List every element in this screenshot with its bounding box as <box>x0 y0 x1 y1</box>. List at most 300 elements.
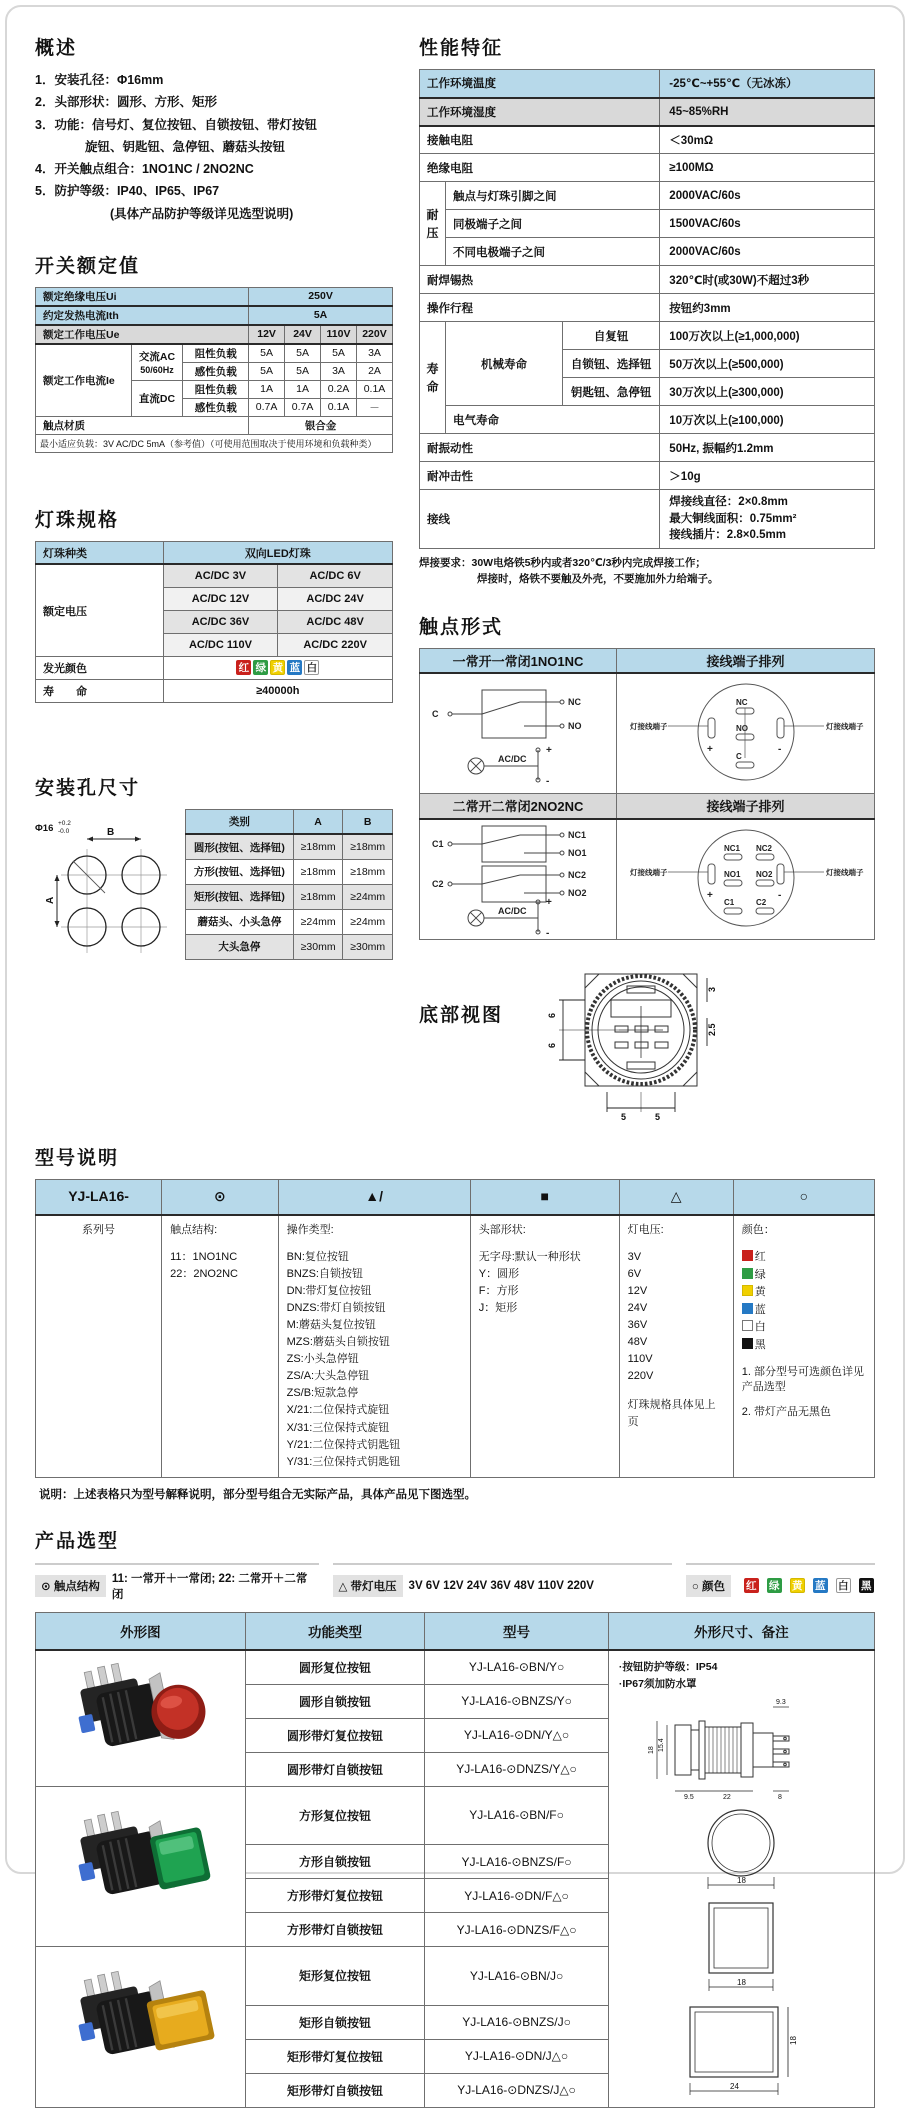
contact-form-table-host <box>419 648 875 940</box>
svg-text:-: - <box>546 776 550 788</box>
svg-text:5: 5 <box>655 1111 661 1122</box>
table-cell: YJ-LA16-⊙DNZS/F△○ <box>425 1913 609 1947</box>
svg-text:NC2: NC2 <box>568 869 587 880</box>
product-photo-cell <box>36 1650 246 1786</box>
svg-text:+0.2: +0.2 <box>58 819 71 827</box>
table-cell: 阻性负载 <box>183 344 249 363</box>
table-cell: 1A <box>285 380 321 398</box>
svg-text:-: - <box>777 889 781 901</box>
table-cell: 矩形带灯自锁按钮 <box>245 2073 424 2107</box>
table-cell: 电气寿命 <box>445 406 659 434</box>
table-cell: AC/DC 6V <box>278 564 393 587</box>
table-cell: 交流AC 50/60Hz <box>131 344 183 381</box>
led-spec-section <box>35 505 393 703</box>
table-cell: 额定工作电流Ie <box>36 344 132 417</box>
led-color-chip: 蓝 <box>287 660 302 675</box>
table-cell: 220V <box>356 325 392 344</box>
color-legend-line: 蓝 <box>742 1302 866 1320</box>
table-cell: YJ-LA16-⊙BNZS/Y○ <box>425 1684 609 1718</box>
switch-rating-title: 开关额定值 <box>35 255 141 277</box>
model-title: 型号说明 <box>35 1147 120 1169</box>
led-color-chip: 白 <box>304 660 319 675</box>
table-cell: 320℃时(或30W)不超过3秒 <box>660 266 875 294</box>
legend-segment <box>35 1563 319 1602</box>
svg-text:22: 22 <box>723 1793 732 1801</box>
svg-text:NO: NO <box>568 721 582 732</box>
svg-text:B: B <box>107 826 115 838</box>
round-button-photo <box>65 1661 215 1773</box>
overview-line: 2．头部形状：圆形、方形、矩形 <box>35 95 217 110</box>
dimension-drawings <box>619 1697 864 2099</box>
svg-text:9.5: 9.5 <box>684 1793 695 1801</box>
table-cell: 绝缘电阻 <box>420 154 660 182</box>
color-legend-line: 红 <box>742 1249 866 1267</box>
rect-head-dimension <box>676 1999 806 2099</box>
table-cell: 机械寿命 <box>445 322 562 406</box>
table-cell: 自锁钮、选择钮 <box>562 350 659 378</box>
table-cell: 耐振动性 <box>420 434 660 462</box>
table-cell: 蘑菇头、小头急停 <box>186 909 294 934</box>
legend-label: △ 带灯电压 <box>333 1575 403 1597</box>
dimension-notes-cell <box>608 1650 874 2107</box>
svg-text:8: 8 <box>778 1793 783 1801</box>
table-cell: 矩形(按钮、选择钮) <box>186 884 294 909</box>
table-cell: － <box>356 398 392 416</box>
table-cell: ＞10g <box>660 462 875 490</box>
svg-text:C2: C2 <box>755 897 766 907</box>
table-cell: YJ-LA16-⊙DN/J△○ <box>425 2039 609 2073</box>
svg-text:灯接线端子: 灯接线端子 <box>825 867 863 877</box>
legend-color-chip: 黄 <box>790 1578 805 1593</box>
table-cell: 110V <box>321 325 357 344</box>
table-cell: 方形自锁按钮 <box>245 1845 424 1879</box>
table-cell: 寿 命 <box>420 322 446 434</box>
mounting-hole-diagram <box>35 809 177 961</box>
top-two-columns <box>35 33 875 1129</box>
led-spec-table <box>35 541 393 703</box>
table-cell: 5A <box>249 344 285 363</box>
table-cell: 自复钮 <box>562 322 659 350</box>
table-cell: 5A <box>249 306 393 325</box>
table-cell: 发光颜色 <box>36 656 164 679</box>
table-cell: 灯电压: 3V 6V 12V 24V 36V 48V 110V 220V 灯珠规格具体见上页 <box>619 1215 733 1477</box>
table-cell: 0.2A <box>321 380 357 398</box>
color-legend-line: 白 <box>742 1319 866 1337</box>
table-cell: B <box>343 809 393 834</box>
svg-text:NO: NO <box>735 724 748 734</box>
svg-text:18: 18 <box>737 1875 747 1885</box>
table-cell: 接线 <box>420 490 660 549</box>
legend-text: 3V 6V 12V 24V 36V 48V 110V 220V <box>408 1579 594 1592</box>
rect-button-photo <box>65 1969 215 2081</box>
table-cell: 方形复位按钮 <box>245 1786 424 1845</box>
table-cell: 矩形自锁按钮 <box>245 2005 424 2039</box>
contact-form-title: 触点形式 <box>419 616 504 638</box>
table-cell: 2A <box>356 362 392 380</box>
table-cell: 触点结构: 11：1NO1NC 22：2NO2NC <box>162 1215 279 1477</box>
table-cell: ≥24mm <box>293 909 343 934</box>
overview-line: 5．防护等级：IP40、IP65、IP67 <box>35 184 220 199</box>
side-dimension-drawing <box>641 1697 841 1801</box>
svg-text:NO2: NO2 <box>755 869 772 879</box>
table-cell: YJ-LA16-⊙DNZS/J△○ <box>425 2073 609 2107</box>
table-cell: 灯珠种类 <box>36 541 164 564</box>
rating-note: 最小适应负载：3V AC/DC 5mA（参考值）（可使用范围取决于使用环境和负载种类） <box>35 435 393 453</box>
square-button-photo <box>65 1809 215 1921</box>
table-cell: 250V <box>249 287 393 306</box>
table-cell: ■ <box>470 1179 619 1215</box>
terminal-arrangement-diagram <box>628 820 864 936</box>
performance-table <box>419 69 875 549</box>
table-cell: 钥匙钮、急停钮 <box>562 378 659 406</box>
table-cell: YJ-LA16-⊙BNZS/F○ <box>425 1845 609 1879</box>
table-cell: AC/DC 110V <box>163 633 278 656</box>
overview-line: 4．开关触点组合：1NO1NC / 2NO2NC <box>35 162 254 176</box>
overview-section <box>35 33 393 225</box>
svg-text:灯接线端子: 灯接线端子 <box>629 867 667 877</box>
mounting-table-host <box>185 809 393 960</box>
right-column <box>419 33 875 1129</box>
table-cell: 一常开一常闭1NO1NC <box>420 648 617 673</box>
table-cell: 额定绝缘电压Ui <box>36 287 249 306</box>
led-color-chip: 红 <box>236 660 251 675</box>
table-cell: 大头急停 <box>186 934 294 959</box>
table-cell: 3A <box>321 362 357 380</box>
table-cell: YJ-LA16- <box>36 1179 162 1215</box>
mounting-title: 安装孔尺寸 <box>35 777 141 799</box>
table-cell: ≥40000h <box>163 679 392 702</box>
table-cell: 50Hz, 振幅约1.2mm <box>660 434 875 462</box>
svg-text:18: 18 <box>737 1977 747 1987</box>
switch-rating-section <box>35 251 393 453</box>
table-cell: AC/DC 24V <box>278 587 393 610</box>
svg-text:NO1: NO1 <box>568 847 587 858</box>
table-cell: 0.1A <box>321 398 357 416</box>
table-cell: 外形尺寸、备注 <box>608 1612 874 1650</box>
table-cell: 0.7A <box>285 398 321 416</box>
table-cell: 圆形带灯复位按钮 <box>245 1718 424 1752</box>
datasheet-page <box>5 5 905 2098</box>
product-photo-cell <box>36 1786 246 1947</box>
selection-legend <box>35 1563 875 1602</box>
svg-text:+: + <box>546 896 552 908</box>
table-cell: 额定电压 <box>36 564 164 656</box>
table-cell: AC/DC 36V <box>163 610 278 633</box>
color-legend-line: 绿 <box>742 1267 866 1285</box>
product-table-host <box>35 1612 875 2108</box>
solder-note <box>419 556 875 588</box>
overview-line: 3．功能：信号灯、复位按钮、自锁按钮、带灯按钮 <box>35 117 317 132</box>
table-cell: ○ <box>733 1179 874 1215</box>
svg-text:NC: NC <box>735 698 748 708</box>
svg-text:15.4: 15.4 <box>658 1738 666 1752</box>
table-cell: 方形(按钮、选择钮) <box>186 859 294 884</box>
table-cell: YJ-LA16-⊙BNZS/J○ <box>425 2005 609 2039</box>
table-cell: ⊙ <box>162 1179 279 1215</box>
table-cell: ≥18mm <box>293 884 343 909</box>
table-cell: 直流DC <box>131 380 183 416</box>
table-cell: 1500VAC/60s <box>660 210 875 238</box>
table-cell <box>420 673 617 794</box>
overview-line: (具体产品防护等级详见选型说明) <box>35 206 294 221</box>
svg-text:灯接线端子: 灯接线端子 <box>825 722 863 732</box>
svg-text:NC: NC <box>568 697 581 708</box>
table-cell: YJ-LA16-⊙BN/Y○ <box>425 1650 609 1684</box>
table-cell: 接触电阻 <box>420 126 660 154</box>
table-cell: 矩形复位按钮 <box>245 1947 424 2006</box>
table-cell: ▲/ <box>278 1179 470 1215</box>
selection-section <box>35 1526 875 2108</box>
table-cell: 触点材质 <box>36 416 249 434</box>
table-cell: 操作类型: BN:复位按钮 BNZS:自锁按钮 DN:带灯复位按钮 DNZS:带灯自锁按钮 M:蘑菇头复位按钮 MZS:蘑菇头自锁按钮 ZS:小头急停钮 ZS/A:大头急停钮 ZS/B:短款急停 X/21:二位保持式旋钮 X/31:三位保持式旋钮 Y/21:二位保持式钥匙钮 Y/31:三位保持式钥匙钮 <box>278 1215 470 1477</box>
product-row <box>36 1650 875 1684</box>
table-cell: 同极端子之间 <box>445 210 659 238</box>
svg-text:6: 6 <box>547 1012 558 1018</box>
table-cell: 工作环境湿度 <box>420 98 660 126</box>
table-cell: 二常开二常闭2NO2NC <box>420 794 617 819</box>
table-cell: 额定工作电压Ue <box>36 325 249 344</box>
table-cell: 类别 <box>186 809 294 834</box>
table-cell <box>617 673 875 794</box>
table-cell: 头部形状: 无字母:默认一种形状 Y：圆形 F：方形 J：矩形 <box>470 1215 619 1477</box>
table-cell: 感性负载 <box>183 362 249 380</box>
table-cell: 0.7A <box>249 398 285 416</box>
bottom-view-section <box>419 966 875 1129</box>
circuit-diagram <box>420 680 616 788</box>
table-cell: 圆形(按钮、选择钮) <box>186 834 294 859</box>
circuit-diagram <box>420 820 616 939</box>
led-color-chip: 绿 <box>253 660 268 675</box>
table-cell: 系列号 <box>36 1215 162 1477</box>
table-cell: 焊接线直径：2×0.8mm 最大铜线面积：0.75mm² 接线插片：2.8×0.5mm <box>660 490 875 549</box>
table-cell: 矩形带灯复位按钮 <box>245 2039 424 2073</box>
svg-text:+: + <box>546 745 552 757</box>
table-cell: 银合金 <box>249 416 393 434</box>
table-cell: 5A <box>285 362 321 380</box>
table-cell: 10万次以上(≥100,000) <box>660 406 875 434</box>
table-cell: ≥18mm <box>343 859 393 884</box>
svg-text:C: C <box>432 709 439 720</box>
svg-text:2.5: 2.5 <box>707 1023 718 1036</box>
table-cell: 5A <box>249 362 285 380</box>
mounting-table <box>185 809 393 960</box>
table-cell: 50万次以上(≥500,000) <box>660 350 875 378</box>
product-photo-cell <box>36 1947 246 2108</box>
svg-text:NC2: NC2 <box>755 843 772 853</box>
table-cell: YJ-LA16-⊙BN/J○ <box>425 1947 609 2006</box>
model-section <box>35 1143 875 1502</box>
svg-text:Φ16: Φ16 <box>35 822 54 834</box>
table-cell: 工作环境温度 <box>420 70 660 98</box>
table-cell: 操作行程 <box>420 294 660 322</box>
table-cell: 5A <box>285 344 321 363</box>
table-cell: 2000VAC/60s <box>660 182 875 210</box>
mounting-hole-diagram-host <box>35 809 177 966</box>
table-cell: 3A <box>356 344 392 363</box>
legend-color-chip: 红 <box>744 1578 759 1593</box>
bottom-view-drawing <box>529 966 739 1124</box>
table-cell: 圆形复位按钮 <box>245 1650 424 1684</box>
legend-color-chip: 黑 <box>859 1578 874 1593</box>
table-cell: 感性负载 <box>183 398 249 416</box>
table-cell: A <box>293 809 343 834</box>
table-cell: 0.1A <box>356 380 392 398</box>
svg-text:AC/DC: AC/DC <box>498 754 527 765</box>
table-cell: YJ-LA16-⊙DNZS/Y△○ <box>425 1752 609 1786</box>
bottom-view-title: 底部视图 <box>419 1004 504 1026</box>
svg-text:5: 5 <box>621 1111 627 1122</box>
bottom-view-drawing-host <box>529 966 739 1129</box>
solder-note-line1: 焊接要求：30W电烙铁5秒内或者320℃/3秒内完成焊接工作； <box>419 557 706 570</box>
table-cell: 颜色： 红 绿 黄 蓝 白 黑 1. 部分型号可选颜色详见产品选型 2. 带灯产品无黑色 <box>733 1215 874 1477</box>
legend-color-chip: 白 <box>836 1578 851 1593</box>
square-head-dimension <box>686 1897 796 1997</box>
table-cell: ≥30mm <box>293 934 343 959</box>
svg-text:NC1: NC1 <box>568 829 587 840</box>
led-color-chip: 黄 <box>270 660 285 675</box>
table-cell <box>163 656 392 679</box>
table-cell: 耐焊锡热 <box>420 266 660 294</box>
table-cell: ≥18mm <box>343 834 393 859</box>
color-legend-line: 黄 <box>742 1284 866 1302</box>
svg-text:3: 3 <box>707 986 718 992</box>
table-cell: 圆形带灯自锁按钮 <box>245 1752 424 1786</box>
table-cell: 1A <box>249 380 285 398</box>
table-cell: 外形图 <box>36 1612 246 1650</box>
table-cell: 圆形自锁按钮 <box>245 1684 424 1718</box>
table-cell: 45~85%RH <box>660 98 875 126</box>
table-cell: 不同电极端子之间 <box>445 238 659 266</box>
table-cell: AC/DC 3V <box>163 564 278 587</box>
overview-line: 1．安装孔径：Φ16mm <box>35 73 164 87</box>
left-column <box>35 33 393 1129</box>
contact-form-table <box>419 648 875 940</box>
table-cell: 2000VAC/60s <box>660 238 875 266</box>
table-cell: AC/DC 12V <box>163 587 278 610</box>
table-cell: 接线端子排列 <box>617 648 875 673</box>
mounting-content <box>35 809 393 966</box>
terminal-arrangement-diagram <box>628 674 864 790</box>
table-cell: ≥100MΩ <box>660 154 875 182</box>
svg-text:18: 18 <box>648 1745 656 1754</box>
legend-color-chip: 蓝 <box>813 1578 828 1593</box>
svg-text:+: + <box>706 889 713 901</box>
model-table-host <box>35 1179 875 1478</box>
svg-text:NO2: NO2 <box>568 887 587 898</box>
legend-segment <box>333 1563 672 1602</box>
table-cell <box>617 819 875 940</box>
svg-text:C1: C1 <box>723 897 734 907</box>
table-cell: ≥18mm <box>293 859 343 884</box>
performance-table-host <box>419 69 875 549</box>
table-cell: 按钮约3mm <box>660 294 875 322</box>
contact-form-section <box>419 612 875 940</box>
table-cell: 24V <box>285 325 321 344</box>
color-legend-line: 黑 <box>742 1337 866 1355</box>
table-cell: -25℃~+55℃（无冰冻） <box>660 70 875 98</box>
table-cell: 约定发热电流Ith <box>36 306 249 325</box>
overview-title: 概述 <box>35 38 78 59</box>
table-cell: 100万次以上(≥1,000,000) <box>660 322 875 350</box>
svg-text:-0.0: -0.0 <box>58 827 70 835</box>
selection-title: 产品选型 <box>35 1530 120 1552</box>
led-spec-table-host <box>35 541 393 703</box>
switch-rating-table <box>35 287 393 435</box>
performance-title: 性能特征 <box>419 38 504 59</box>
legend-color-chip: 绿 <box>767 1578 782 1593</box>
svg-text:AC/DC: AC/DC <box>498 905 527 916</box>
product-selection-table <box>35 1612 875 2108</box>
legend-label: ⊙ 触点结构 <box>35 1575 106 1597</box>
table-cell: AC/DC 220V <box>278 633 393 656</box>
table-cell: 阻性负载 <box>183 380 249 398</box>
svg-text:6: 6 <box>547 1042 558 1048</box>
model-table <box>35 1179 875 1478</box>
table-cell <box>420 819 617 940</box>
svg-text:灯接线端子: 灯接线端子 <box>629 722 667 732</box>
table-cell: 寿 命 <box>36 679 164 702</box>
table-cell: 功能类型 <box>245 1612 424 1650</box>
table-cell: ＜30mΩ <box>660 126 875 154</box>
performance-section <box>419 33 875 588</box>
legend-text: 11: 一常开＋一常闭; 22: 二常开＋二常闭 <box>111 1572 308 1601</box>
table-cell: YJ-LA16-⊙DN/Y△○ <box>425 1718 609 1752</box>
svg-text:9.3: 9.3 <box>776 1698 787 1706</box>
svg-text:+: + <box>706 744 713 756</box>
overview-line: 旋钮、钥匙钮、急停钮、蘑菇头按钮 <box>35 139 286 154</box>
table-cell: YJ-LA16-⊙DN/F△○ <box>425 1879 609 1913</box>
overview-list <box>35 69 393 225</box>
legend-segment <box>686 1563 875 1602</box>
table-cell: ≥24mm <box>343 884 393 909</box>
table-cell: 双向LED灯珠 <box>163 541 392 564</box>
table-cell: △ <box>619 1179 733 1215</box>
svg-text:-: - <box>777 744 781 756</box>
svg-text:C2: C2 <box>432 878 444 889</box>
table-cell: YJ-LA16-⊙BN/F○ <box>425 1786 609 1845</box>
mounting-section <box>35 773 393 966</box>
table-cell: 5A <box>321 344 357 363</box>
svg-text:A: A <box>45 896 56 904</box>
svg-text:NC1: NC1 <box>723 843 740 853</box>
table-cell: 方形带灯自锁按钮 <box>245 1913 424 1947</box>
svg-text:NO1: NO1 <box>723 869 740 879</box>
table-cell: AC/DC 48V <box>278 610 393 633</box>
table-cell: 触点与灯珠引脚之间 <box>445 182 659 210</box>
table-cell: 耐冲击性 <box>420 462 660 490</box>
table-cell: 方形带灯复位按钮 <box>245 1879 424 1913</box>
solder-note-line2: 焊接时，烙铁不要触及外壳，不要施加外力给端子。 <box>477 572 719 585</box>
svg-text:24: 24 <box>730 2081 740 2091</box>
svg-text:-: - <box>546 927 550 939</box>
table-cell: 接线端子排列 <box>617 794 875 819</box>
svg-text:C1: C1 <box>432 838 444 849</box>
table-cell: 耐 压 <box>420 182 446 266</box>
table-cell: ≥30mm <box>343 934 393 959</box>
table-cell: 12V <box>249 325 285 344</box>
led-spec-title: 灯珠规格 <box>35 509 120 531</box>
legend-label: ○ 颜色 <box>686 1575 731 1597</box>
table-cell: ≥18mm <box>293 834 343 859</box>
model-note: 说明：上述表格只为型号解释说明，部分型号组合无实际产品，具体产品见下图选型。 <box>39 1488 476 1501</box>
table-cell: 30万次以上(≥300,000) <box>660 378 875 406</box>
switch-rating-table-host <box>35 287 393 453</box>
svg-text:C: C <box>735 752 742 762</box>
table-cell: 型号 <box>425 1612 609 1650</box>
svg-text:18: 18 <box>789 2035 799 2045</box>
selection-notes: ·按钮防护等级：IP54 ·IP67须加防水罩 <box>618 1661 718 1690</box>
round-head-dimension <box>686 1803 796 1895</box>
